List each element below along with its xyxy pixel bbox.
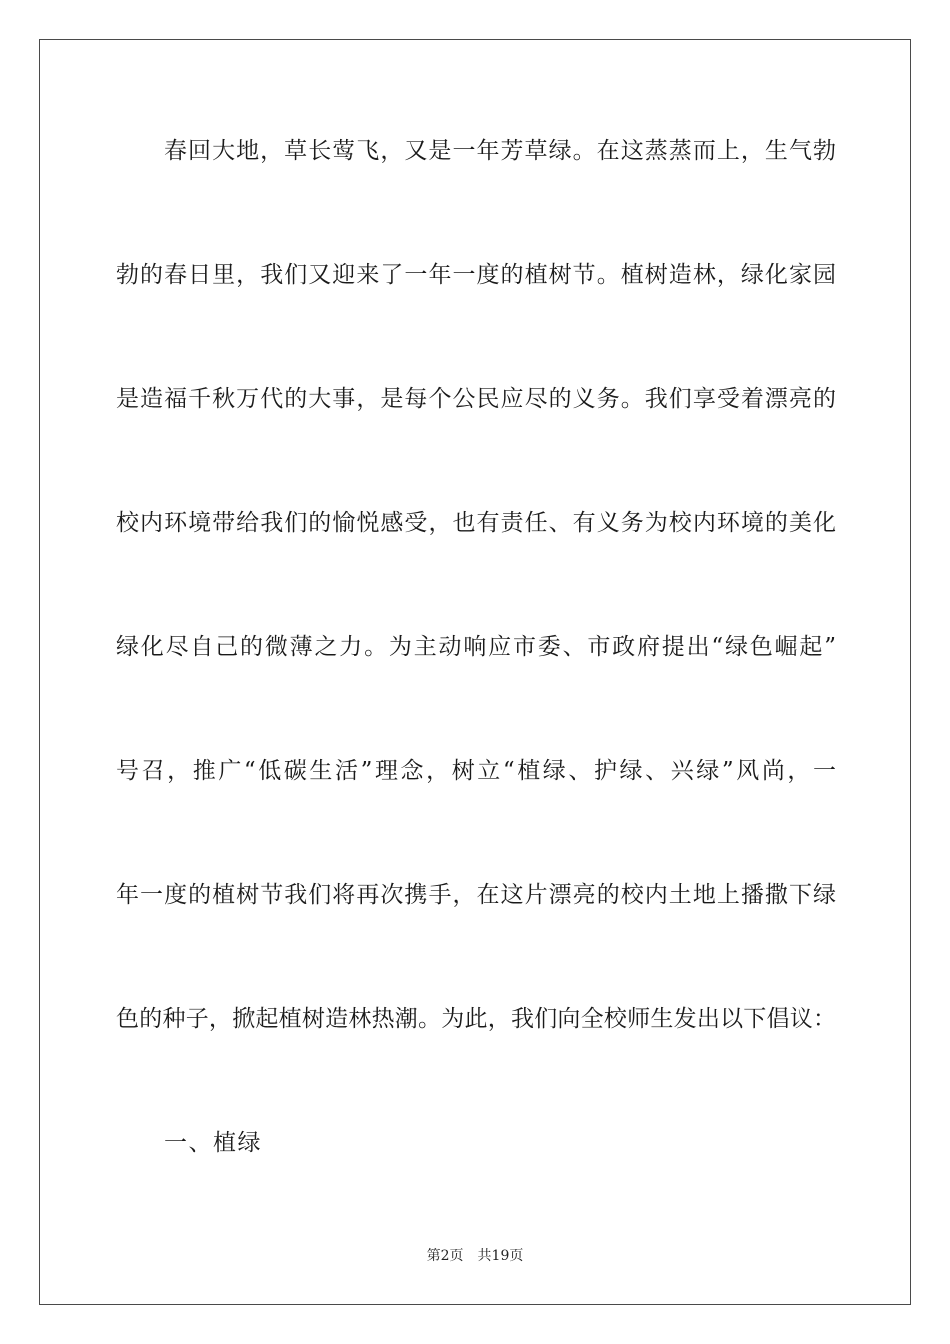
- paragraph-line-3: 是造福千秋万代的大事，是每个公民应尽的义务。我们享受着漂亮的: [116, 386, 836, 412]
- paragraph-line-5: 绿化尽自己的微薄之力。为主动响应市委、市政府提出“绿色崛起”: [116, 634, 836, 660]
- paragraph-line-2: 勃的春日里，我们又迎来了一年一度的植树节。植树造林，绿化家园: [116, 262, 836, 288]
- paragraph-line-8: 色的种子，掀起植树造林热潮。为此，我们向全校师生发出以下倡议：: [116, 1006, 836, 1032]
- page-number: 第2页: [426, 1248, 464, 1264]
- section-heading: 一、植绿: [164, 1130, 262, 1156]
- paragraph-line-1: 春回大地，草长莺飞，又是一年芳草绿。在这蒸蒸而上，生气勃: [164, 138, 836, 164]
- page-footer: [0, 1247, 950, 1265]
- paragraph-line-6: 号召，推广“低碳生活”理念，树立“植绿、护绿、兴绿”风尚，一: [116, 758, 836, 784]
- page-border: [39, 39, 911, 1305]
- page-total: 共19页: [477, 1248, 524, 1264]
- paragraph-line-7: 年一度的植树节我们将再次携手，在这片漂亮的校内土地上播撒下绿: [116, 882, 836, 908]
- paragraph-line-4: 校内环境带给我们的愉悦感受，也有责任、有义务为校内环境的美化: [116, 510, 836, 536]
